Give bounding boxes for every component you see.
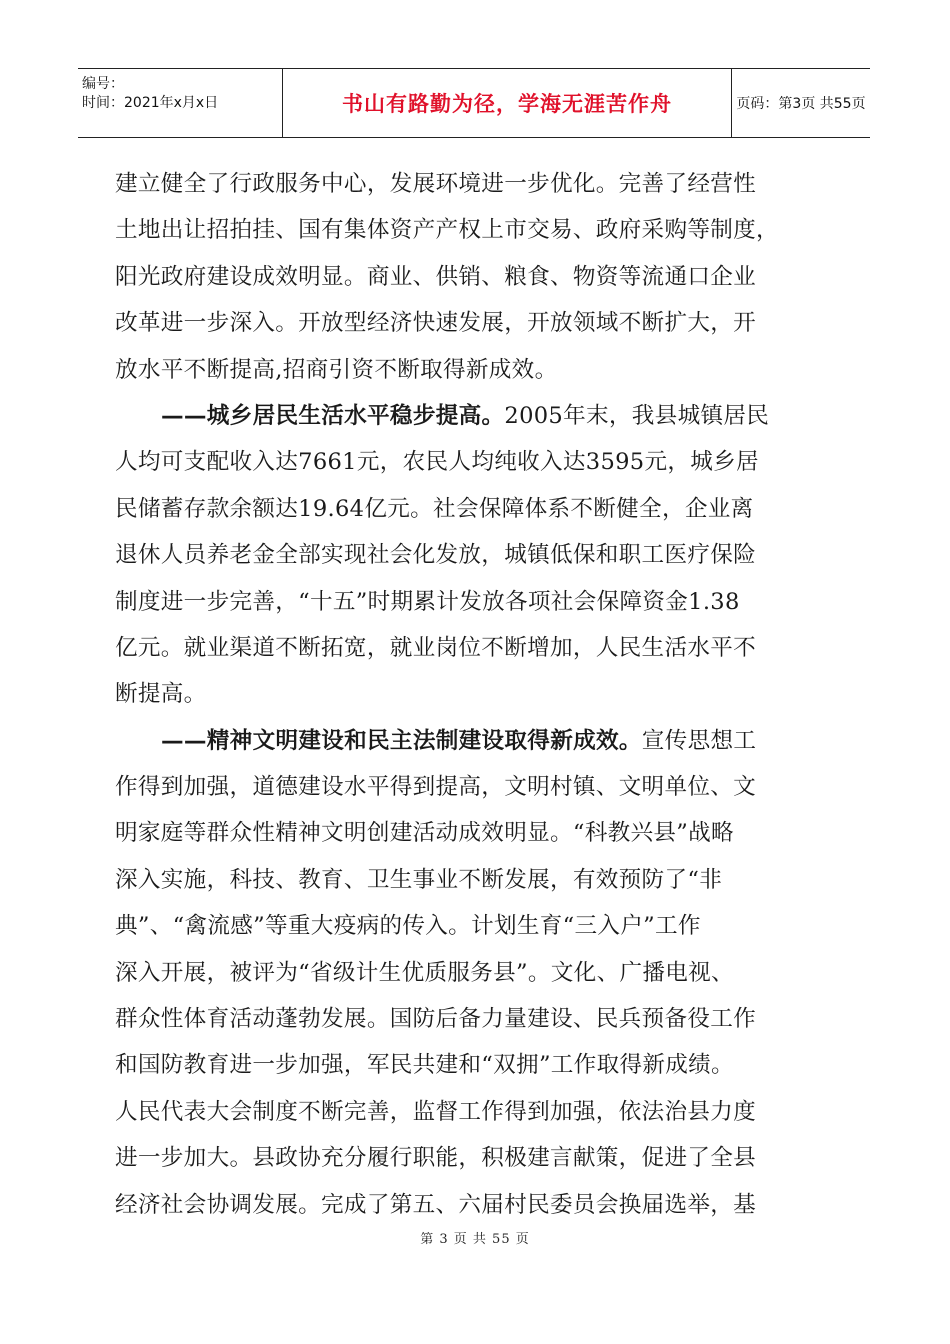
body-line: [115, 300, 835, 346]
body-line: [115, 996, 835, 1042]
body-line: [115, 486, 835, 532]
body-line: [115, 903, 835, 949]
body-text: 宣传思想工: [641, 727, 757, 754]
body-line: [115, 950, 835, 996]
body-text: 2005年末，我县城镇居民: [504, 402, 770, 429]
body-line: [115, 579, 835, 625]
body-line: [115, 161, 835, 207]
body-line: [115, 254, 835, 300]
body-line: [115, 207, 835, 253]
body-text: 明家庭等群众性精神文明创建活动成效明显。“科教兴县”战略: [115, 820, 734, 847]
body-text: 进一步加大。县政协充分履行职能，积极建言献策，促进了全县: [115, 1145, 757, 1172]
body-line: [115, 532, 835, 578]
body-text: 民储蓄存款余额达19.64亿元。社会保障体系不断健全，企业离: [115, 495, 754, 522]
page-footer: 第 3 页 共 55 页: [420, 1232, 530, 1247]
body-line: [115, 718, 835, 764]
body-line: [115, 810, 835, 856]
body-line: [115, 393, 835, 439]
page-header: [78, 68, 870, 138]
header-page-cell: [732, 69, 870, 137]
body-text: 典”、“禽流感”等重大疫病的传入。计划生育“三入户”工作: [115, 913, 701, 940]
body-line: [115, 439, 835, 485]
body-line: [115, 347, 835, 393]
body-line: [115, 1042, 835, 1088]
body-line: [115, 857, 835, 903]
body-text: 建立健全了行政服务中心，发展环境进一步优化。完善了经营性: [115, 171, 757, 197]
body-text: 制度进一步完善，“十五”时期累计发放各项社会保障资金1.38: [115, 588, 740, 615]
body-text: 经济社会协调发展。完成了第五、六届村民委员会换届选举，基: [115, 1191, 757, 1218]
body-text: 人民代表大会制度不断完善，监督工作得到加强，依法治县力度: [115, 1098, 757, 1125]
doc-time-label: 时间：2021年x月x日: [82, 95, 219, 111]
body-line: [115, 671, 835, 717]
body-text: 阳光政府建设成效明显。商业、供销、粮食、物资等流通口企业: [115, 263, 757, 290]
body-text: 断提高。: [115, 681, 207, 708]
body-text: 作得到加强，道德建设水平得到提高，文明村镇、文明单位、文: [115, 774, 757, 801]
body-text: 改革进一步深入。开放型经济快速发展，开放领域不断扩大，开: [115, 310, 757, 337]
header-page-code: 页码：第3页 共55页: [736, 96, 866, 112]
body-text: 退休人员养老金全部实现社会化发放，城镇低保和职工医疗保险: [115, 542, 757, 569]
header-meta: [78, 69, 283, 137]
body-line: [115, 1089, 835, 1135]
body-text: 亿元。就业渠道不断拓宽，就业岗位不断增加，人民生活水平不: [115, 634, 757, 661]
section-heading: ——精神文明建设和民主法制建设取得新成效。: [161, 727, 642, 754]
body-text: 放水平不断提高,招商引资不断取得新成效。: [115, 356, 558, 383]
body-line: [115, 1182, 835, 1228]
body-text: 深入开展，被评为“省级计生优质服务县”。文化、广播电视、: [115, 959, 734, 986]
header-motto: 书山有路勤为径，学海无涯苦作舟: [342, 92, 672, 116]
body-text: 群众性体育活动蓬勃发展。国防后备力量建设、民兵预备役工作: [115, 1006, 757, 1033]
body-line: [115, 764, 835, 810]
doc-number-label: 编号：: [82, 76, 124, 92]
body-line: [115, 625, 835, 671]
section-heading: ——城乡居民生活水平稳步提高。: [161, 402, 505, 429]
body-text: 土地出让招拍挂、国有集体资产产权上市交易、政府采购等制度，: [115, 217, 779, 244]
body-text: 人均可支配收入达7661元，农民人均纯收入达3595元，城乡居: [115, 449, 759, 476]
header-motto-cell: [283, 69, 732, 137]
document-body: [115, 161, 835, 1228]
body-text: 和国防教育进一步加强，军民共建和“双拥”工作取得新成绩。: [115, 1052, 734, 1079]
body-text: 深入实施，科技、教育、卫生事业不断发展，有效预防了“非: [115, 866, 723, 893]
body-line: [115, 1135, 835, 1181]
